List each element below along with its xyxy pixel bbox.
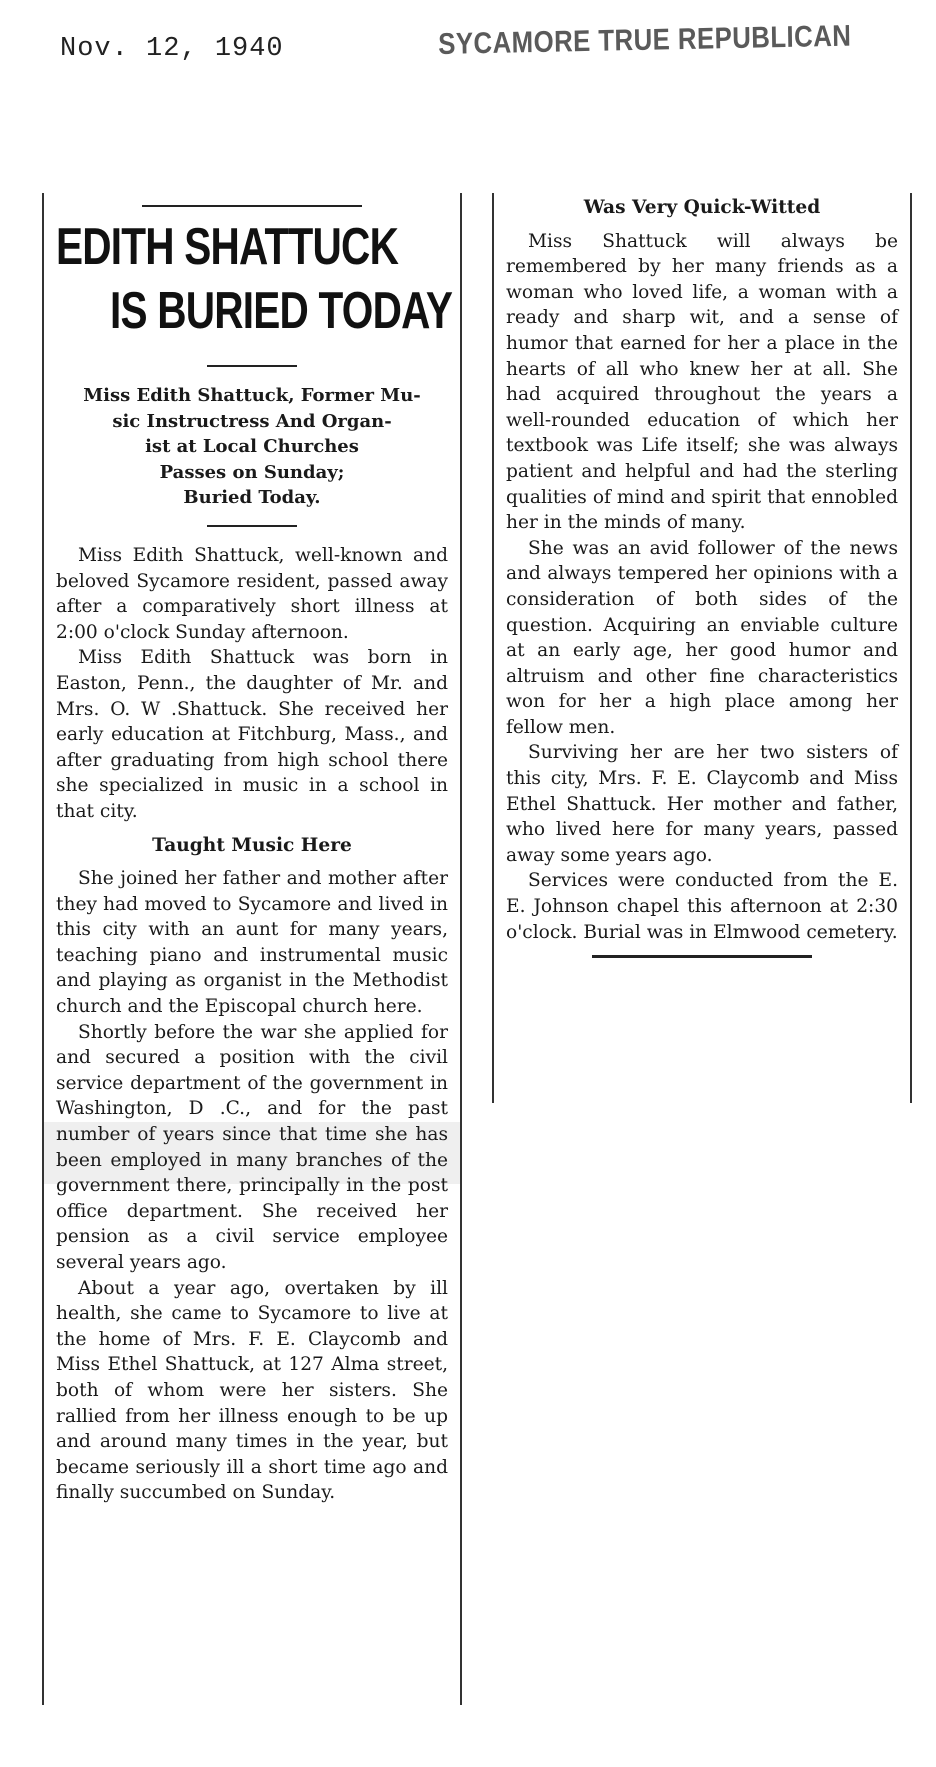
headline-line-1: EDITH SHATTUCK <box>56 218 399 276</box>
article-paragraph: Services were conducted from the E. E. Johnson chapel this afternoon at 2:30 o'clock. Burial was in Elmwood cemetery. <box>506 870 898 943</box>
article-column-right <box>492 193 912 1103</box>
clipping-date: Nov. 12, 1940 <box>60 34 284 64</box>
headline <box>56 218 453 351</box>
newspaper-stamp: SYCAMORE TRUE REPUBLICAN <box>438 19 852 61</box>
deck-line: ist at Local Churches <box>145 436 359 458</box>
deck-line: Buried Today. <box>183 487 321 509</box>
deck-line: Passes on Sunday; <box>159 461 345 483</box>
article-paragraph: Shortly before the war she applied for and secured a position with the civil service department of the government in Washington, D .C., and for the past number of years since that time she has been employed in many branches of the government there, principally in the post office department. She received her pension as a civil service employee several years ago. <box>56 1021 448 1273</box>
article-paragraph: About a year ago, overtaken by ill health, she came to Sycamore to live at the home of Mrs. F. E. Claycomb and Miss Ethel Shattuck, at 127 Alma street, both of whom were her sisters. She rallied from her illness enough to be up and around many times in the year, but became seriously ill a short time ago and finally succumbed on Sunday. <box>56 1277 448 1504</box>
article-column-left <box>42 193 462 1705</box>
deck <box>62 383 442 511</box>
deck-line: Miss Edith Shattuck, Former Mu- <box>83 385 421 406</box>
article-paragraph: Miss Shattuck will always be remembered by her many friends as a woman who loved life, a woman with a ready and sharp wit, and a sense of humor that earned for her a place in the hearts of all who knew her at all. She had acquired throughout the years a well-rounded education of which her textbook was Life itself; she was always patient and helpful and had the sterling qualities of mind and spirit that ennobled her in the minds of many. <box>506 230 898 534</box>
deck-line: sic Instructress And Organ- <box>112 410 392 432</box>
deck-rule <box>207 525 297 527</box>
article-end-rule <box>592 955 812 958</box>
headline-top-rule <box>142 205 362 207</box>
article-paragraph: Miss Edith Shattuck, well-known and beloved Sycamore resident, passed away after a comparatively short illness at 2:00 o'clock Sunday afternoon. <box>56 544 448 643</box>
article-paragraph: She joined her father and mother after they had moved to Sycamore and lived in this city with an aunt for many years, teaching piano and instrumental music and playing as organist in the Methodist church and the Episcopal church here. <box>56 868 448 1018</box>
subhead-taught-music: Taught Music Here <box>152 834 352 856</box>
headline-rule <box>207 365 297 367</box>
article-paragraph: Surviving her are her two sisters of this city, Mrs. F. E. Claycomb and Miss Ethel Shattuck. Her mother and father, who lived here for many years, passed away some years ago. <box>506 742 898 866</box>
article-paragraph: Miss Edith Shattuck was born in Easton, Penn., the daughter of Mr. and Mrs. O. W .Shattuck. She received her early education at Fitchburg, Mass., and after graduating from high school there she specialized in music in a school in that city. <box>56 647 448 822</box>
headline-line-2: IS BURIED TODAY <box>110 282 453 340</box>
article-paragraph: She was an avid follower of the news and always tempered her opinions with a consideration of both sides of the question. Acquiring an enviable culture at an early age, her good humor and altruism and other fine characteristics won for her a high place among her fellow men. <box>506 537 898 738</box>
subhead-quick-witted: Was Very Quick-Witted <box>583 197 821 218</box>
